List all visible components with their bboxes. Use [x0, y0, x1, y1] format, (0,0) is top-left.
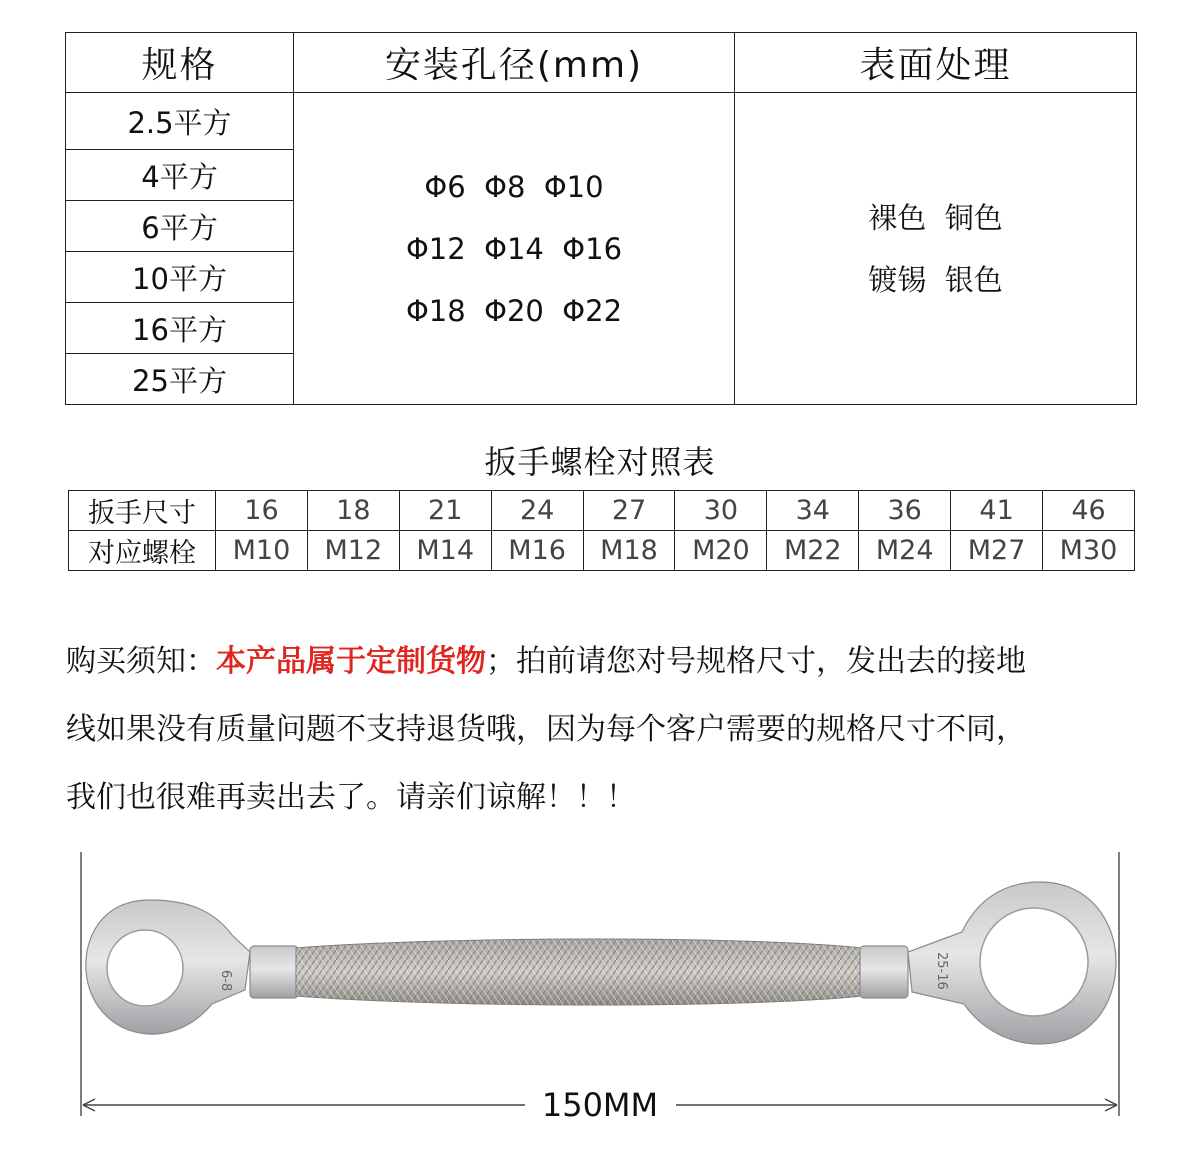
wrench-size-cell: 27: [583, 491, 675, 531]
purchase-notice: [66, 628, 1146, 832]
bolt-cell: M22: [767, 531, 859, 571]
surface-treatment-line: 镀锡 银色: [868, 262, 1003, 297]
wrench-size-cell: 36: [859, 491, 951, 531]
spec-table: [65, 32, 1137, 405]
surface-treatment-cell: [735, 93, 1137, 405]
dimension-label: [0, 1086, 1200, 1124]
bolt-cell: M14: [399, 531, 491, 571]
wrench-table-title: 扳手螺栓对照表: [484, 443, 716, 481]
bolt-cell: M10: [216, 531, 308, 571]
hole-diameter-line: Φ12 Φ14 Φ16: [405, 231, 623, 266]
size-cell: 25平方: [66, 354, 294, 405]
left-ring-terminal-icon: [86, 900, 250, 1034]
wrench-size-cell: 34: [767, 491, 859, 531]
bolt-cell: M16: [491, 531, 583, 571]
hole-diameter-line: Φ18 Φ20 Φ22: [405, 293, 623, 328]
row-label-bolt: 对应螺栓: [69, 531, 216, 571]
wrench-size-cell: 16: [216, 491, 308, 531]
notice-prefix: 购买须知：: [66, 644, 216, 679]
size-cell: 6平方: [66, 201, 294, 252]
wrench-size-cell: 46: [1043, 491, 1135, 531]
notice-line: 线如果没有质量问题不支持退货哦，因为每个客户需要的规格尺寸不同，: [66, 712, 1026, 747]
wrench-size-cell: 18: [307, 491, 399, 531]
notice-line: [66, 628, 1146, 696]
dimension-label-text: 150MM: [526, 1086, 674, 1124]
surface-treatment-line: 裸色 铜色: [868, 200, 1003, 235]
header-surface-treatment: 表面处理: [735, 33, 1137, 93]
bolt-row: [69, 531, 1135, 571]
bolt-cell: M24: [859, 531, 951, 571]
size-cell: 4平方: [66, 150, 294, 201]
notice-highlight: 本产品属于定制货物: [216, 644, 486, 679]
wrench-bolt-table: [68, 490, 1135, 571]
wrench-size-cell: 21: [399, 491, 491, 531]
wrench-size-cell: 41: [951, 491, 1043, 531]
terminal-marking-right: 25-16: [934, 952, 949, 990]
hole-diameter-cell: [294, 93, 735, 405]
bolt-cell: M20: [675, 531, 767, 571]
bolt-cell: M18: [583, 531, 675, 571]
right-ring-terminal-icon: [908, 882, 1116, 1044]
wrench-size-cell: 24: [491, 491, 583, 531]
header-spec: 规格: [66, 33, 294, 93]
row-label-wrench-size: 扳手尺寸: [69, 491, 216, 531]
bolt-cell: M27: [951, 531, 1043, 571]
terminal-marking-left: 6-8: [218, 970, 233, 992]
size-cell: 16平方: [66, 303, 294, 354]
bolt-cell: M30: [1043, 531, 1135, 571]
notice-line1-rest: ；拍前请您对号规格尺寸，发出去的接地: [486, 644, 1026, 679]
wrench-size-row: [69, 491, 1135, 531]
size-cell: 2.5平方: [66, 93, 294, 150]
wrench-size-cell: 30: [675, 491, 767, 531]
bolt-cell: M12: [307, 531, 399, 571]
size-cell: 10平方: [66, 252, 294, 303]
hole-diameter-line: Φ6 Φ8 Φ10: [424, 169, 604, 204]
header-hole-diameter: 安装孔径(mm): [294, 33, 735, 93]
notice-line: 我们也很难再卖出去了。请亲们谅解！！！: [66, 780, 636, 815]
